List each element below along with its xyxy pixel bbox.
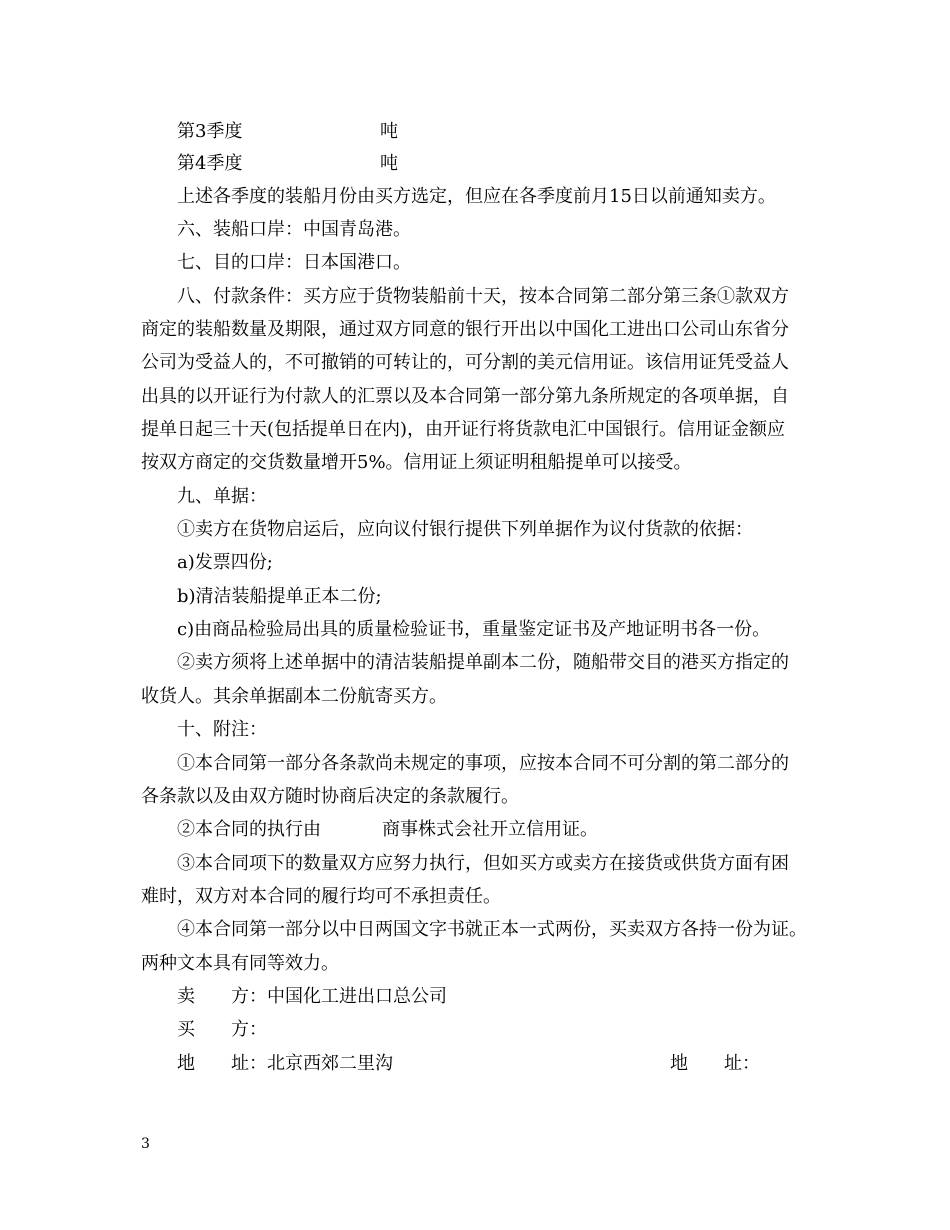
shipping-month-note: 上述各季度的装船月份由买方选定，但应在各季度前月15日以前通知卖方。 — [177, 186, 776, 207]
clause-9-documents-heading: 九、单据： — [177, 486, 267, 507]
buyer-address-line: 地 址： — [670, 1053, 760, 1074]
clause-9-item-2-line-2: 收货人。其余单据副本二份航寄买方。 — [141, 686, 447, 707]
clause-10-note-1-line-1: ①本合同第一部分各条款尚未规定的事项，应按本合同不可分割的第二部分的 — [177, 753, 789, 774]
clause-10-note-3-line-1: ③本合同项下的数量双方应努力执行，但如买方或卖方在接货或供货方面有困 — [177, 853, 789, 874]
buyer-line: 买 方： — [177, 1019, 267, 1040]
clause-6-port-of-loading: 六、装船口岸：中国青岛港。 — [177, 219, 411, 240]
clause-9-item-c: c)由商品检验局出具的质量检验证书，重量鉴定证书及产地证明书各一份。 — [177, 619, 771, 640]
seller-line: 卖 方：中国化工进出口总公司 — [177, 986, 447, 1007]
clause-10-note-4-line-2: 两种文本具有同等效力。 — [141, 953, 339, 974]
clause-9-item-b: b)清洁装船提单正本二份; — [177, 586, 382, 607]
clause-10-note-2-part-1: ②本合同的执行由 — [177, 819, 321, 840]
clause-7-destination-port: 七、目的口岸：日本国港口。 — [177, 252, 411, 273]
clause-8-payment-line-2: 商定的装船数量及期限，通过双方同意的银行开出以中国化工进出口公司山东省分 — [141, 319, 789, 340]
clause-8-payment-line-4: 出具的以开证行为付款人的汇票以及本合同第一部分第九条所规定的各项单据，自 — [141, 386, 789, 407]
clause-10-note-3-line-2: 难时，双方对本合同的履行均可不承担责任。 — [141, 886, 501, 907]
clause-10-notes-heading: 十、附注： — [177, 719, 267, 740]
clause-8-payment-line-3: 公司为受益人的，不可撤销的可转让的，可分割的美元信用证。该信用证凭受益人 — [141, 352, 789, 373]
clause-8-payment-line-5: 提单日起三十天(包括提单日在内)，由开证行将货款电汇中国银行。信用证金额应 — [141, 419, 786, 440]
quarter-3-unit: 吨 — [380, 121, 398, 142]
clause-8-payment-line-6: 按双方商定的交货数量增开5%。信用证上须证明租船提单可以接受。 — [141, 452, 692, 473]
quarter-4-label: 第4季度 — [177, 153, 243, 174]
clause-10-note-1-line-2: 各条款以及由双方随时协商后决定的条款履行。 — [141, 786, 519, 807]
quarter-4-unit: 吨 — [380, 153, 398, 174]
seller-address-line: 地 址：北京西郊二里沟 — [177, 1053, 393, 1074]
quarter-3-label: 第3季度 — [177, 121, 243, 142]
clause-9-item-1: ①卖方在货物启运后，应向议付银行提供下列单据作为议付货款的依据： — [177, 519, 753, 540]
page-number: 3 — [141, 1136, 150, 1152]
clause-9-item-2-line-1: ②卖方须将上述单据中的清洁装船提单副本二份，随船带交目的港买方指定的 — [177, 652, 789, 673]
clause-9-item-a: a)发票四份; — [177, 552, 273, 573]
clause-10-note-2-part-2: 商事株式会社开立信用证。 — [382, 819, 598, 840]
clause-8-payment-line-1: 八、付款条件：买方应于货物装船前十天，按本合同第二部分第三条①款双方 — [177, 286, 789, 307]
clause-10-note-4-line-1: ④本合同第一部分以中日两国文字书就正本一式两份，买卖双方各持一份为证。 — [177, 919, 807, 940]
